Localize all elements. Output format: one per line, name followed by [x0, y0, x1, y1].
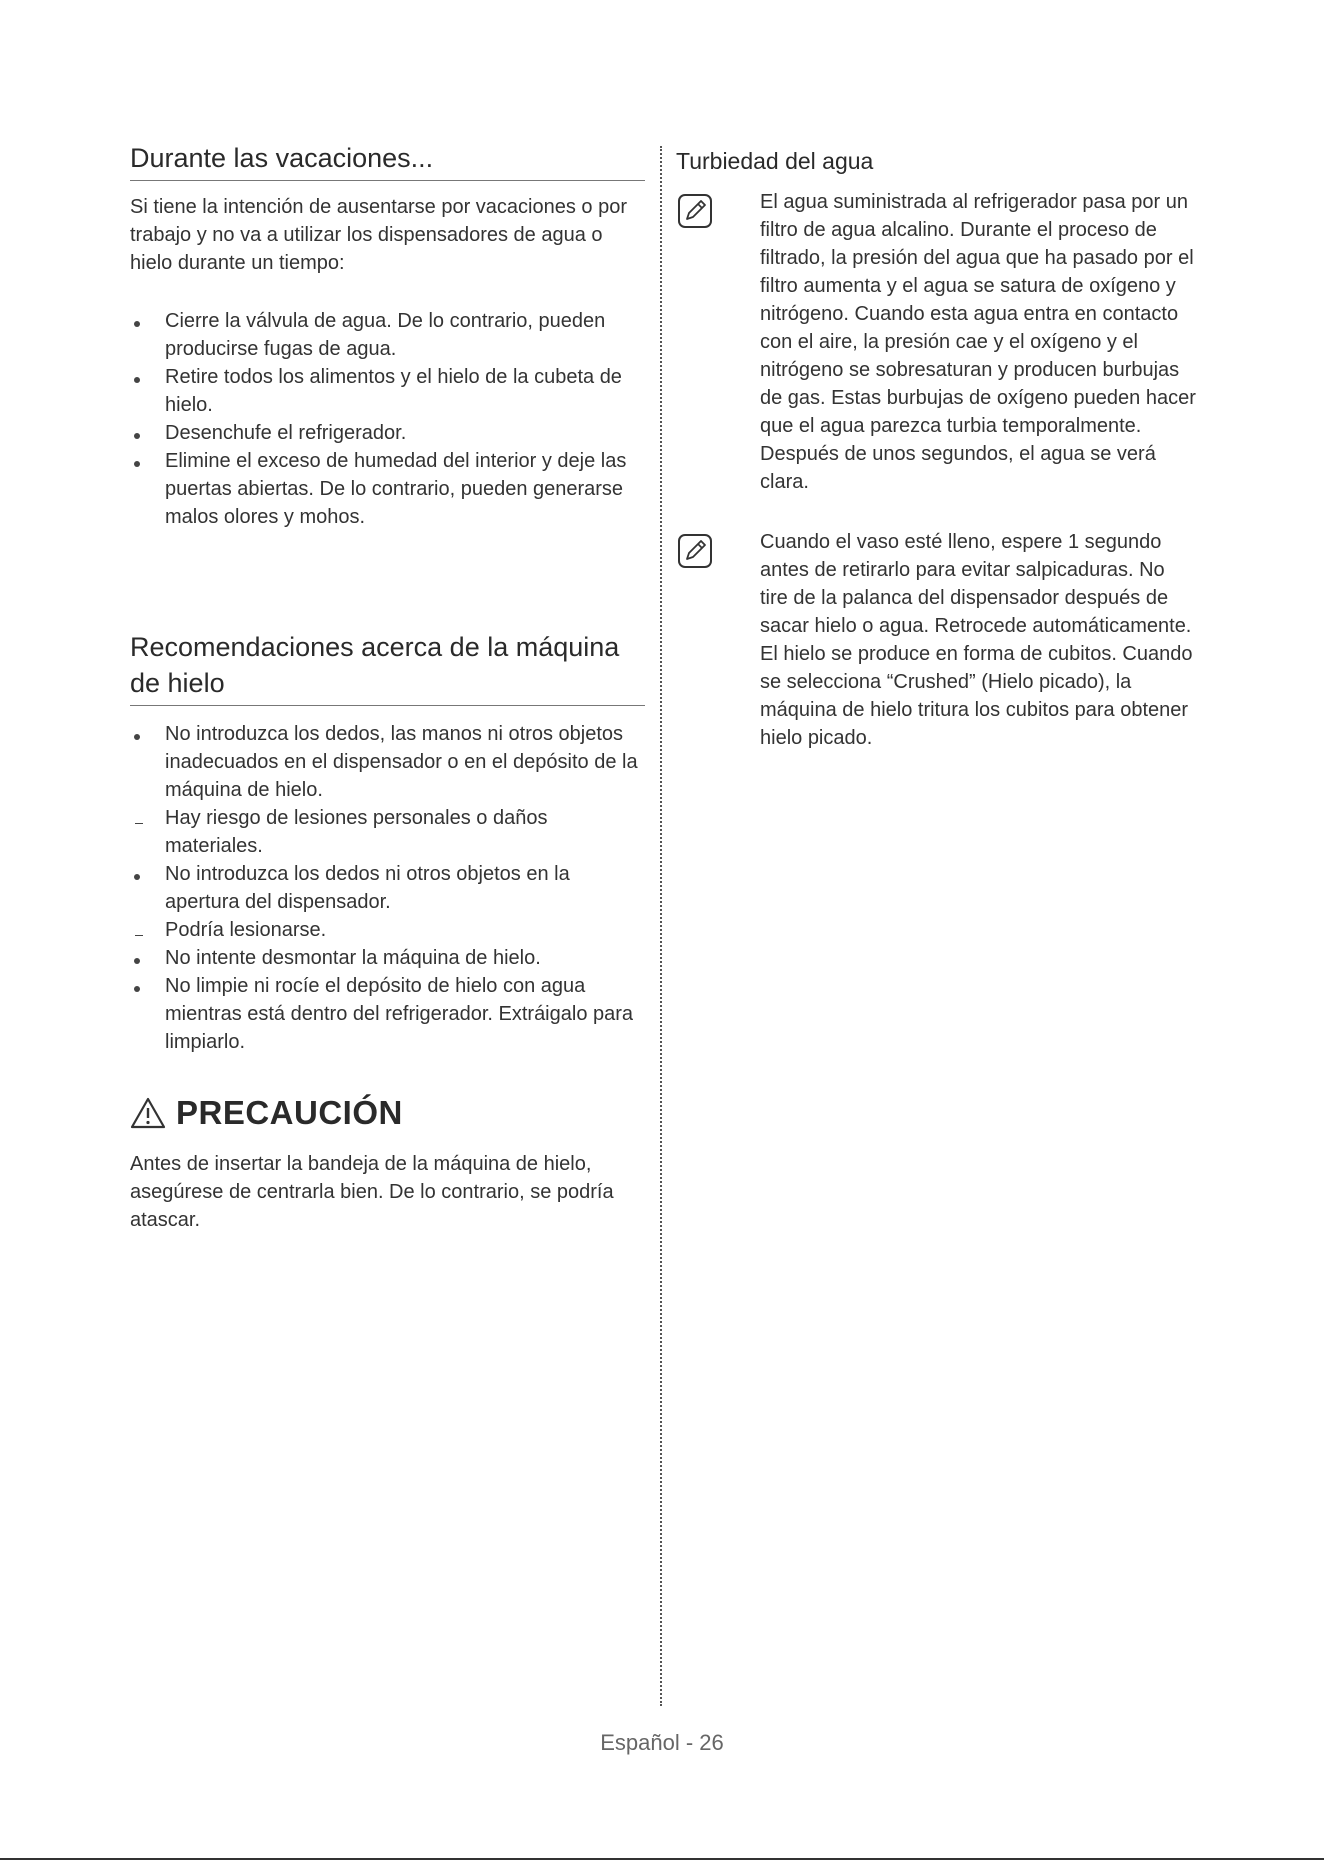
note-pencil-icon: [676, 192, 714, 230]
vacations-list: [130, 307, 645, 531]
list-item: Desenchufe el refrigerador.: [130, 419, 645, 447]
bullet-icon: [134, 874, 140, 880]
vacations-intro: Si tiene la intención de ausentarse por vacaciones o por trabajo y no va a utilizar los dispensadores de agua o hielo durante un tiempo:: [130, 196, 627, 274]
bottom-rule: [0, 1858, 1324, 1860]
list-item: No limpie ni rocíe el depósito de hielo con agua mientras está dentro del refrigerador. Extráigalo para limpiarlo.: [130, 972, 645, 1056]
page-number: Español - 26: [600, 1730, 724, 1755]
note-text: Cuando el vaso esté lleno, espere 1 segundo antes de retirarlo para evitar salpicaduras. No tire de la palanca del dispensador después de sacar hielo o agua. Retrocede automáticamente. El hielo se produce en forma de cubitos. Cuando se selecciona “Crushed” (Hielo picado), la máquina de hielo tritura los cubitos para obtener hielo picado.: [760, 531, 1193, 749]
turbidity-heading: Turbiedad del agua: [676, 148, 874, 174]
dash-icon: [135, 935, 143, 937]
icemaker-heading: Recomendaciones acerca de la máquina de hielo: [130, 629, 645, 706]
list-item: Cierre la válvula de agua. De lo contrario, pueden producirse fugas de agua.: [130, 307, 645, 363]
vacations-section: [130, 140, 645, 531]
bullet-icon: [134, 321, 140, 327]
note-text: El agua suministrada al refrigerador pasa por un filtro de agua alcalino. Durante el proceso de filtrado, la presión del agua que ha pasado por el filtro aumenta y el agua se satura de oxígeno y nitrógeno. Cuando esta agua entra en contacto con el aire, la presión cae y el oxígeno y el nitrógeno se sobresaturan y producen burbujas de gas. Estas burbujas de oxígeno pueden hacer que el agua parezca turbia temporalmente. Después de unos segundos, el agua se verá clara.: [760, 191, 1196, 493]
note-pencil-icon: [676, 532, 714, 570]
list-item: No introduzca los dedos, las manos ni otros objetos inadecuados en el dispensador o en el depósito de la máquina de hielo.: [130, 720, 645, 804]
list-item: Hay riesgo de lesiones personales o daños materiales.: [130, 804, 645, 860]
bullet-icon: [134, 461, 140, 467]
list-item: Elimine el exceso de humedad del interior y deje las puertas abiertas. De lo contrario, pueden generarse malos olores y mohos.: [130, 447, 645, 531]
list-item: Podría lesionarse.: [130, 916, 645, 944]
bullet-icon: [134, 986, 140, 992]
caution-section: [130, 1094, 645, 1234]
warning-triangle-icon: [130, 1097, 166, 1129]
bullet-icon: [134, 958, 140, 964]
note-block: [676, 188, 1196, 496]
right-column: [676, 146, 1196, 752]
dash-icon: [135, 823, 143, 825]
caution-text: Antes de insertar la bandeja de la máquina de hielo, asegúrese de centrarla bien. De lo contrario, se podría atascar.: [130, 1153, 614, 1231]
caution-header: [130, 1094, 645, 1132]
vacations-heading: Durante las vacaciones...: [130, 140, 645, 181]
note-block: [676, 528, 1196, 752]
bullet-icon: [134, 377, 140, 383]
icemaker-section: [130, 629, 645, 1056]
caution-title: PRECAUCIÓN: [176, 1094, 403, 1131]
list-item: No intente desmontar la máquina de hielo.: [130, 944, 645, 972]
icemaker-list: [130, 720, 645, 1056]
list-item: No introduzca los dedos ni otros objetos en la apertura del dispensador.: [130, 860, 645, 916]
left-column: [130, 140, 645, 1234]
bullet-icon: [134, 433, 140, 439]
list-item: Retire todos los alimentos y el hielo de la cubeta de hielo.: [130, 363, 645, 419]
bullet-icon: [134, 734, 140, 740]
column-divider: [660, 146, 662, 1706]
